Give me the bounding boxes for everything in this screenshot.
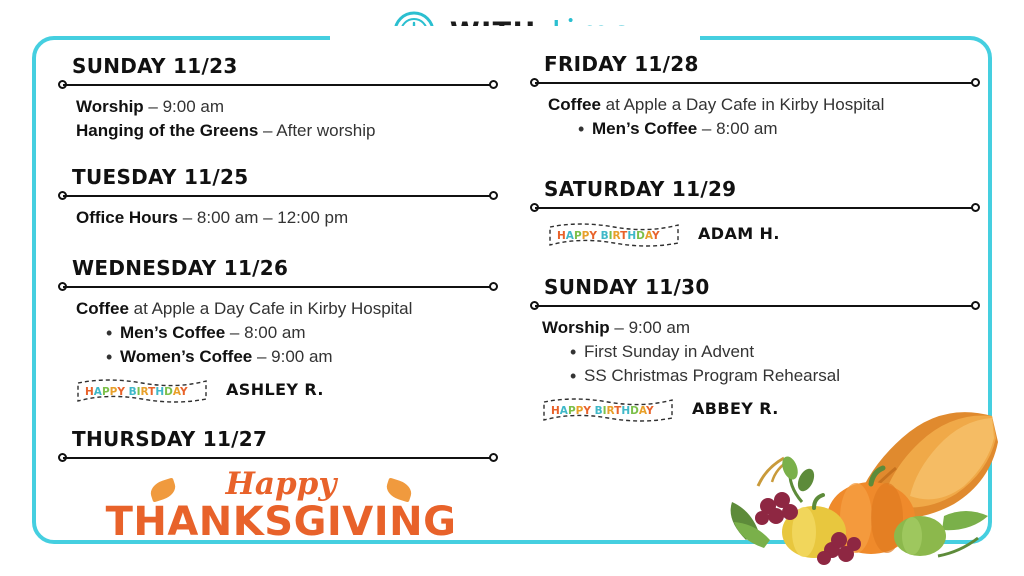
list-item xyxy=(570,341,980,364)
rule-line xyxy=(535,207,975,209)
rule-line xyxy=(63,457,493,459)
divider-rule xyxy=(58,453,498,463)
event-entry xyxy=(58,120,498,143)
event-detail: SS Christmas Program Rehearsal xyxy=(584,365,841,385)
divider-rule xyxy=(58,80,498,90)
rule-dot-right xyxy=(971,301,980,310)
day-block-saturday-1129 xyxy=(530,177,980,249)
rule-dot-right xyxy=(489,453,498,462)
event-label: Coffee xyxy=(76,298,129,318)
event-label: Women’s Coffee xyxy=(120,346,253,366)
event-detail: at Apple a Day Cafe in Kirby Hospital xyxy=(128,298,413,318)
event-detail: – 8:00 am xyxy=(697,118,778,138)
event-label: Worship xyxy=(76,97,144,116)
rule-dot-right xyxy=(489,191,498,200)
event-entry xyxy=(58,298,498,321)
day-block-tuesday-1125 xyxy=(58,165,498,230)
day-title: SATURDAY 11/29 xyxy=(544,176,737,201)
rule-dot-right xyxy=(971,78,980,87)
day-title: THURSDAY 11/27 xyxy=(72,426,268,451)
divider-rule xyxy=(530,78,980,88)
event-label: Coffee xyxy=(548,95,601,114)
event-detail: – After worship xyxy=(258,120,376,140)
event-detail: First Sunday in Advent xyxy=(584,341,755,361)
event-entry xyxy=(530,94,980,117)
left-column xyxy=(58,54,498,575)
divider-rule xyxy=(58,282,498,292)
event-detail: – 9:00 am xyxy=(252,346,333,366)
event-entry xyxy=(530,317,980,340)
event-label: Office Hours xyxy=(76,207,179,227)
event-detail: – 8:00 am – 12:00 pm xyxy=(178,207,349,227)
event-label: Worship xyxy=(542,317,610,337)
happy-birthday-banner-icon xyxy=(540,394,676,424)
birthday-person-name: ABBEY R. xyxy=(692,399,779,419)
list-item xyxy=(578,118,980,141)
birthday-person-name: ASHLEY R. xyxy=(226,380,324,400)
day-block-wednesday-1126 xyxy=(58,256,498,405)
list-item xyxy=(106,322,498,345)
rule-line xyxy=(63,286,493,288)
day-title: SUNDAY 11/30 xyxy=(544,274,710,299)
day-block-thursday-1127 xyxy=(58,427,498,569)
svg-text:HAPPY BIRTHDAY: HAPPY BIRTHDAY xyxy=(85,385,188,398)
rule-line xyxy=(535,82,975,84)
birthday-person-name: ADAM H. xyxy=(698,224,780,244)
rule-line xyxy=(535,305,975,307)
event-label: Men’s Coffee xyxy=(592,118,698,138)
rule-dot-right xyxy=(489,282,498,291)
day-block-sunday-1123 xyxy=(58,54,498,143)
svg-text:HAPPY BIRTHDAY: HAPPY BIRTHDAY xyxy=(557,229,660,242)
svg-text:HAPPY BIRTHDAY: HAPPY BIRTHDAY xyxy=(551,404,654,417)
event-sublist xyxy=(530,118,980,141)
event-entry xyxy=(58,96,498,119)
event-sublist xyxy=(58,322,498,369)
rule-dot-right xyxy=(489,80,498,89)
event-label: Hanging of the Greens xyxy=(76,120,259,140)
event-detail: – 8:00 am xyxy=(225,322,306,342)
divider-rule xyxy=(530,301,980,311)
event-entry xyxy=(58,207,498,230)
cornucopia-icon xyxy=(706,390,1006,570)
happy-birthday-banner-icon xyxy=(546,219,682,249)
list-item xyxy=(570,365,980,388)
day-title: WEDNESDAY 11/26 xyxy=(72,255,289,280)
day-title: SUNDAY 11/23 xyxy=(72,54,238,78)
thanksgiving-art xyxy=(58,465,498,569)
divider-rule xyxy=(530,203,980,213)
day-title: FRIDAY 11/28 xyxy=(544,52,699,76)
event-detail: at Apple a Day Cafe in Kirby Hospital xyxy=(600,95,885,114)
thanksgiving-happy-text: Happy xyxy=(225,465,337,502)
event-label: Men’s Coffee xyxy=(120,322,226,342)
rule-line xyxy=(63,195,493,197)
birthday-row xyxy=(530,219,980,249)
day-block-friday-1128 xyxy=(530,52,980,141)
thanksgiving-main-text: THANKSGIVING xyxy=(105,498,457,545)
event-sublist xyxy=(530,341,980,388)
birthday-row xyxy=(58,375,498,405)
frame-header-notch xyxy=(330,26,700,52)
list-item xyxy=(106,346,498,369)
event-detail: – 9:00 am xyxy=(143,97,225,116)
divider-rule xyxy=(58,191,498,201)
happy-birthday-banner-icon xyxy=(74,375,210,405)
rule-line xyxy=(63,84,493,86)
day-title: TUESDAY 11/25 xyxy=(72,164,249,189)
event-detail: – 9:00 am xyxy=(609,317,691,337)
right-column xyxy=(530,52,980,430)
rule-dot-right xyxy=(971,203,980,212)
